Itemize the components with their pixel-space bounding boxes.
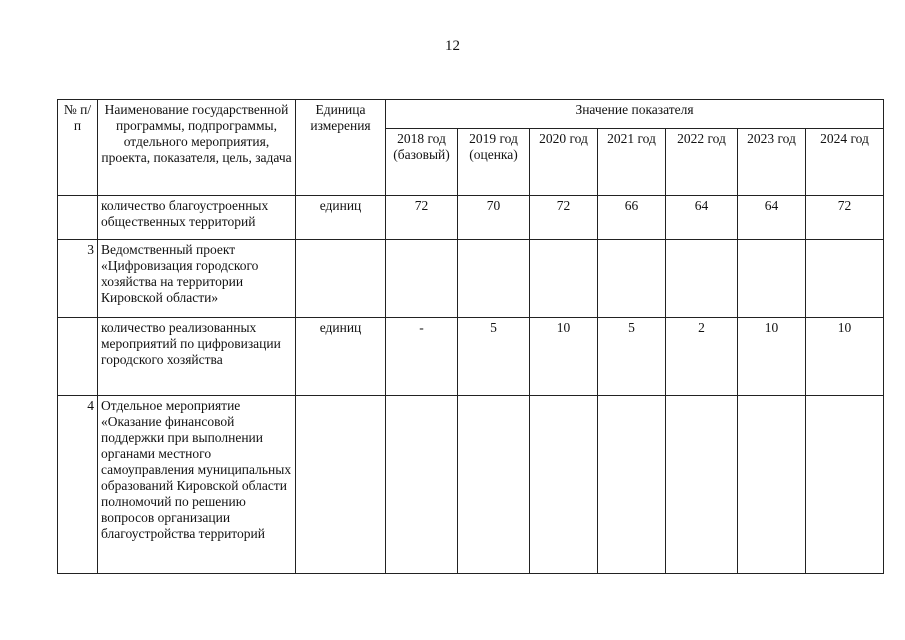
row-value — [738, 240, 806, 318]
header-year: 2020 год — [530, 129, 598, 196]
table-header-row — [58, 100, 884, 129]
row-value — [806, 240, 884, 318]
row-value: 64 — [738, 196, 806, 240]
row-value — [386, 396, 458, 574]
table-row — [58, 196, 884, 240]
row-value: - — [386, 318, 458, 396]
row-value — [806, 396, 884, 574]
header-num: № п/п — [58, 100, 98, 196]
header-unit: Единица измерения — [296, 100, 386, 196]
row-name: количество реализованных мероприятий по цифровизации городского хозяйства — [98, 318, 296, 396]
indicators-table — [57, 99, 884, 574]
header-year: 2023 год — [738, 129, 806, 196]
row-value: 72 — [386, 196, 458, 240]
row-value: 64 — [666, 196, 738, 240]
row-value: 10 — [806, 318, 884, 396]
page-number: 12 — [445, 38, 460, 54]
row-name: количество благоустроенных общественных территорий — [98, 196, 296, 240]
row-value: 5 — [458, 318, 530, 396]
table-row — [58, 240, 884, 318]
table-row — [58, 396, 884, 574]
row-value: 10 — [530, 318, 598, 396]
table-row — [58, 318, 884, 396]
row-unit — [296, 396, 386, 574]
row-value — [666, 240, 738, 318]
header-year: 2022 год — [666, 129, 738, 196]
row-value: 72 — [806, 196, 884, 240]
header-year: 2021 год — [598, 129, 666, 196]
row-num — [58, 196, 98, 240]
row-value — [598, 396, 666, 574]
row-unit: единиц — [296, 318, 386, 396]
row-value: 70 — [458, 196, 530, 240]
row-value — [458, 240, 530, 318]
row-value — [738, 396, 806, 574]
row-value: 66 — [598, 196, 666, 240]
row-num: 4 — [58, 396, 98, 574]
header-value-group: Значение показателя — [386, 100, 884, 129]
row-name: Ведомственный проект «Цифровизация городского хозяйства на территории Кировской области» — [98, 240, 296, 318]
row-value — [530, 240, 598, 318]
header-year: 2024 год — [806, 129, 884, 196]
header-year: 2018 год (базовый) — [386, 129, 458, 196]
row-value: 2 — [666, 318, 738, 396]
header-name: Наименование государственной программы, подпрограммы, отдельного мероприятия, проекта, показателя, цель, задача — [98, 100, 296, 196]
row-name: Отдельное мероприятие «Оказание финансовой поддержки при выполнении органами местного самоуправления муниципальных образований Кировской области полномочий по решению вопросов организации благоустройства территорий — [98, 396, 296, 574]
row-value: 10 — [738, 318, 806, 396]
row-num: 3 — [58, 240, 98, 318]
row-value — [386, 240, 458, 318]
row-value: 72 — [530, 196, 598, 240]
row-num — [58, 318, 98, 396]
row-value — [530, 396, 598, 574]
row-value: 5 — [598, 318, 666, 396]
row-value — [666, 396, 738, 574]
row-value — [458, 396, 530, 574]
header-year: 2019 год (оценка) — [458, 129, 530, 196]
row-unit — [296, 240, 386, 318]
row-unit: единиц — [296, 196, 386, 240]
row-value — [598, 240, 666, 318]
